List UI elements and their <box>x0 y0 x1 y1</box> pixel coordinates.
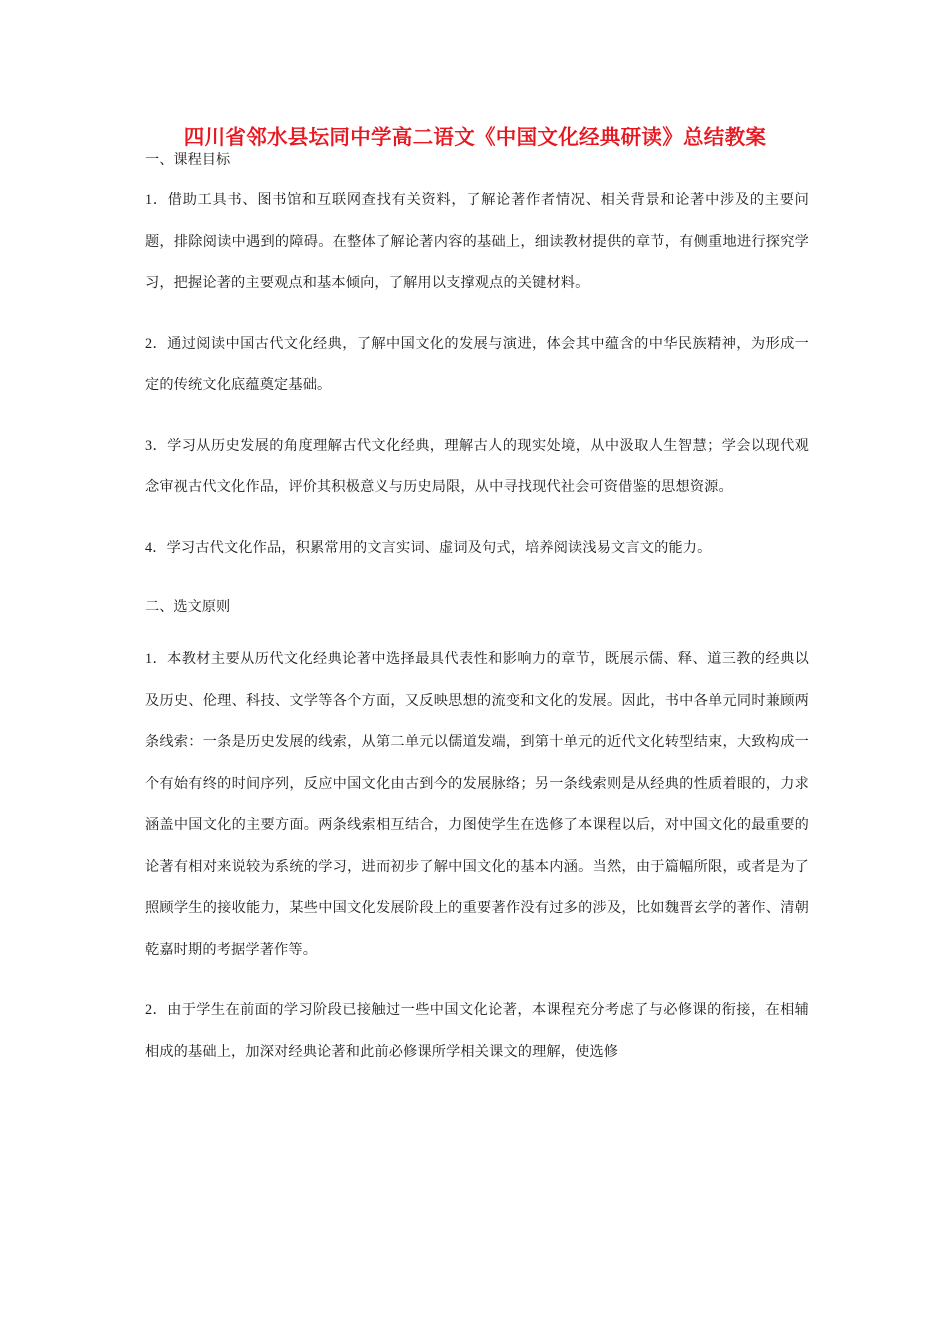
course-goal-item-2 <box>145 324 809 407</box>
item-text: 通过阅读中国古代文化经典，了解中国文化的发展与演进，体会其中蕴含的中华民族精神，为形成一定的传统文化底蕴奠定基础。 <box>145 335 809 393</box>
item-number: 3． <box>145 437 168 454</box>
item-text: 借助工具书、图书馆和互联网查找有关资料，了解论著作者情况、相关背景和论著中涉及的主要问题，排除阅读中遇到的障碍。在整体了解论著内容的基础上，细读教材提供的章节，有侧重地进行探究学习，把握论著的主要观点和基本倾向，了解用以支撑观点的关键材料。 <box>145 192 809 291</box>
item-text: 学习从历史发展的角度理解古代文化经典，理解古人的现实处境，从中汲取人生智慧；学会以现代观念审视古代文化作品，评价其积极意义与历史局限，从中寻找现代社会可资借鉴的思想资源。 <box>145 437 809 495</box>
selection-principle-item-2 <box>145 990 809 1073</box>
document-body <box>145 148 809 1092</box>
course-goal-item-4 <box>145 528 809 570</box>
item-text: 由于学生在前面的学习阶段已接触过一些中国文化论著，本课程充分考虑了与必修课的衔接，在相辅相成的基础上，加深对经典论著和此前必修课所学相关课文的理解，使选修 <box>145 1002 809 1060</box>
item-number: 2． <box>145 1002 168 1018</box>
course-goal-item-1 <box>145 180 809 305</box>
item-number: 1． <box>145 651 168 667</box>
section-heading-selection-principles: 二、选文原则 <box>145 599 231 615</box>
selection-principle-item-1 <box>145 639 809 971</box>
document-title: 四川省邻水县坛同中学高二语文《中国文化经典研读》总结教案 <box>183 125 767 149</box>
section-heading-course-goals: 一、课程目标 <box>145 152 231 168</box>
item-text: 本教材主要从历代文化经典论著中选择最具代表性和影响力的章节，既展示儒、释、道三教的经典以及历史、伦理、科技、文学等各个方面，又反映思想的流变和文化的发展。因此，书中各单元同时兼顾两条线索：一条是历史发展的线索，从第二单元以儒道发端，到第十单元的近代文化转型结束，大致构成一个有始有终的时间序列，反应中国文化由古到今的发展脉络；另一条线索则是从经典的性质着眼的，力求涵盖中国文化的主要方面。两条线索相互结合，力图使学生在选修了本课程以后，对中国文化的最重要的论著有相对来说较为系统的学习，进而初步了解中国文化的基本内涵。当然，由于篇幅所限，或者是为了照顾学生的接收能力，某些中国文化发展阶段上的重要著作没有过多的涉及，比如魏晋玄学的著作、清朝乾嘉时期的考据学著作等。 <box>145 651 809 958</box>
item-text: 学习古代文化作品，积累常用的文言实词、虚词及句式，培养阅读浅易文言文的能力。 <box>166 539 712 556</box>
course-goal-item-3 <box>145 426 809 509</box>
item-number: 1． <box>145 192 168 208</box>
item-number: 2． <box>145 335 168 352</box>
item-number: 4． <box>145 539 167 556</box>
